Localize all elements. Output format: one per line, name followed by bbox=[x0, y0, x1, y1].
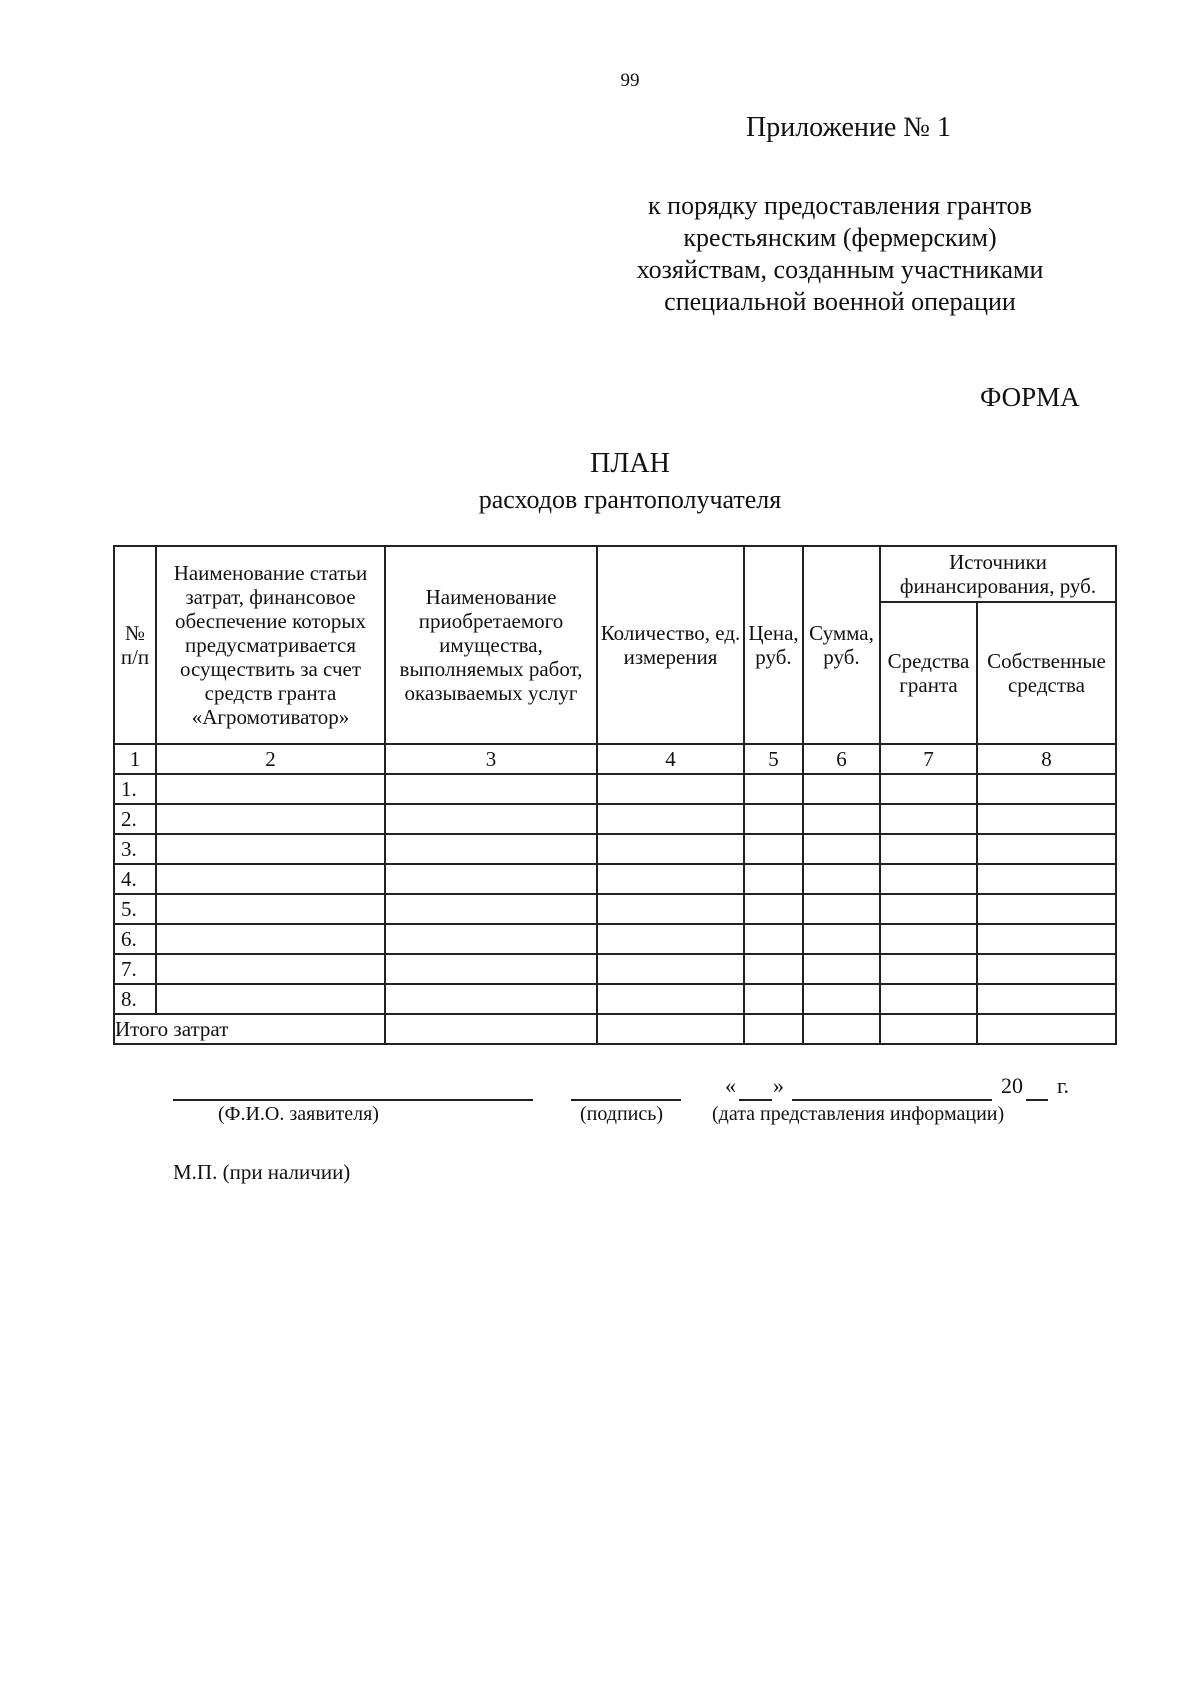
document-title: ПЛАН bbox=[590, 448, 670, 479]
date-open-quote: « bbox=[725, 1073, 736, 1098]
table-cell bbox=[977, 954, 1116, 984]
header-purchased-property: Наименование приобретаемого имущества, выполняемых работ, оказываемых услуг bbox=[385, 546, 597, 744]
appendix-subtitle bbox=[600, 190, 1080, 318]
table-row bbox=[114, 954, 1116, 984]
header-price: Цена, руб. bbox=[744, 546, 803, 744]
table-cell bbox=[744, 864, 803, 894]
header-grant-funds: Средства гранта bbox=[880, 602, 977, 744]
table-cell bbox=[156, 894, 385, 924]
row-number: 8. bbox=[114, 984, 156, 1014]
table-cell bbox=[385, 864, 597, 894]
column-number: 4 bbox=[597, 744, 744, 774]
row-number: 4. bbox=[114, 864, 156, 894]
table-cell bbox=[880, 774, 977, 804]
date-month-line bbox=[792, 1099, 992, 1101]
row-number: 3. bbox=[114, 834, 156, 864]
row-number: 7. bbox=[114, 954, 156, 984]
column-number: 2 bbox=[156, 744, 385, 774]
table-cell bbox=[880, 984, 977, 1014]
table-cell bbox=[803, 954, 880, 984]
row-number: 1. bbox=[114, 774, 156, 804]
table-cell bbox=[597, 834, 744, 864]
row-number: 5. bbox=[114, 894, 156, 924]
header-sum: Сумма, руб. bbox=[803, 546, 880, 744]
table-cell bbox=[156, 804, 385, 834]
table-row bbox=[114, 924, 1116, 954]
appendix-subtitle-line: к порядку предоставления грантов bbox=[648, 191, 1032, 220]
table-cell bbox=[744, 924, 803, 954]
table-cell bbox=[597, 1014, 744, 1044]
expense-plan-table bbox=[113, 545, 1117, 1045]
table-cell bbox=[803, 804, 880, 834]
table-cell bbox=[597, 864, 744, 894]
header-quantity: Количество, ед. измерения bbox=[597, 546, 744, 744]
column-number: 8 bbox=[977, 744, 1116, 774]
table-cell bbox=[385, 894, 597, 924]
table-cell bbox=[385, 1014, 597, 1044]
column-number: 3 bbox=[385, 744, 597, 774]
table-cell bbox=[880, 804, 977, 834]
date-year-line bbox=[1026, 1099, 1048, 1101]
table-cell bbox=[156, 774, 385, 804]
table-cell bbox=[744, 954, 803, 984]
header-funding-sources: Источники финансирования, руб. bbox=[880, 546, 1116, 602]
table-cell bbox=[977, 894, 1116, 924]
name-caption: (Ф.И.О. заявителя) bbox=[218, 1103, 379, 1125]
table-cell bbox=[385, 954, 597, 984]
table-row bbox=[114, 984, 1116, 1014]
form-label: ФОРМА bbox=[980, 382, 1080, 412]
table-cell bbox=[880, 864, 977, 894]
appendix-subtitle-line: хозяйствам, созданным участниками bbox=[636, 255, 1044, 284]
table-cell bbox=[803, 864, 880, 894]
year-prefix: 20 bbox=[1001, 1073, 1023, 1098]
column-number-row bbox=[114, 744, 1116, 774]
table-cell bbox=[977, 774, 1116, 804]
row-number: 6. bbox=[114, 924, 156, 954]
table-row bbox=[114, 774, 1116, 804]
signature-line bbox=[571, 1099, 681, 1101]
column-number: 6 bbox=[803, 744, 880, 774]
table-cell bbox=[880, 954, 977, 984]
row-number: 2. bbox=[114, 804, 156, 834]
table-cell bbox=[385, 924, 597, 954]
table-cell bbox=[597, 954, 744, 984]
table-cell bbox=[385, 774, 597, 804]
table-cell bbox=[977, 1014, 1116, 1044]
table-cell bbox=[803, 1014, 880, 1044]
page-number: 99 bbox=[620, 70, 640, 91]
name-line bbox=[173, 1099, 533, 1101]
appendix-subtitle-line: специальной военной операции bbox=[664, 287, 1016, 316]
table-cell bbox=[803, 774, 880, 804]
table-cell bbox=[880, 924, 977, 954]
appendix-subtitle-line: крестьянским (фермерским) bbox=[683, 223, 997, 252]
table-cell bbox=[156, 864, 385, 894]
table-cell bbox=[156, 984, 385, 1014]
table-row bbox=[114, 804, 1116, 834]
year-suffix: г. bbox=[1057, 1073, 1070, 1098]
total-row bbox=[114, 1014, 1116, 1044]
table-cell bbox=[744, 834, 803, 864]
table-cell bbox=[597, 894, 744, 924]
table-cell bbox=[744, 774, 803, 804]
table-cell bbox=[385, 804, 597, 834]
table-cell bbox=[156, 954, 385, 984]
document-subtitle: расходов грантополучателя bbox=[478, 485, 782, 514]
table-cell bbox=[156, 834, 385, 864]
total-label: Итого затрат bbox=[114, 1014, 385, 1044]
table-cell bbox=[597, 924, 744, 954]
appendix-title: Приложение № 1 bbox=[746, 112, 951, 143]
table-cell bbox=[977, 984, 1116, 1014]
table-cell bbox=[803, 924, 880, 954]
table-cell bbox=[977, 834, 1116, 864]
table-cell bbox=[977, 864, 1116, 894]
table-cell bbox=[597, 774, 744, 804]
table-cell bbox=[744, 804, 803, 834]
column-number: 5 bbox=[744, 744, 803, 774]
table-cell bbox=[744, 894, 803, 924]
table-cell bbox=[744, 984, 803, 1014]
table-cell bbox=[880, 1014, 977, 1044]
table-cell bbox=[803, 984, 880, 1014]
table-row bbox=[114, 864, 1116, 894]
table-cell bbox=[744, 1014, 803, 1044]
table-cell bbox=[880, 894, 977, 924]
header-row-number: № п/п bbox=[114, 546, 156, 744]
date-close-quote: » bbox=[773, 1073, 784, 1098]
table-cell bbox=[803, 894, 880, 924]
table-cell bbox=[385, 834, 597, 864]
table-cell bbox=[597, 984, 744, 1014]
table-row bbox=[114, 834, 1116, 864]
header-own-funds: Собственные средства bbox=[977, 602, 1116, 744]
date-day-line bbox=[739, 1099, 772, 1101]
table-row bbox=[114, 894, 1116, 924]
table-cell bbox=[803, 834, 880, 864]
table-cell bbox=[977, 804, 1116, 834]
table-cell bbox=[385, 984, 597, 1014]
table-cell bbox=[156, 924, 385, 954]
date-caption: (дата представления информации) bbox=[712, 1103, 1005, 1125]
stamp-note: М.П. (при наличии) bbox=[173, 1160, 351, 1184]
column-number: 7 bbox=[880, 744, 977, 774]
table-cell bbox=[977, 924, 1116, 954]
column-number: 1 bbox=[114, 744, 156, 774]
table-cell bbox=[597, 804, 744, 834]
signature-caption: (подпись) bbox=[580, 1103, 664, 1125]
header-expense-item: Наименование статьи затрат, финансовое обеспечение которых предусматривается осуществить за счет средств гранта «Агромотиватор» bbox=[156, 546, 385, 744]
table-cell bbox=[880, 834, 977, 864]
